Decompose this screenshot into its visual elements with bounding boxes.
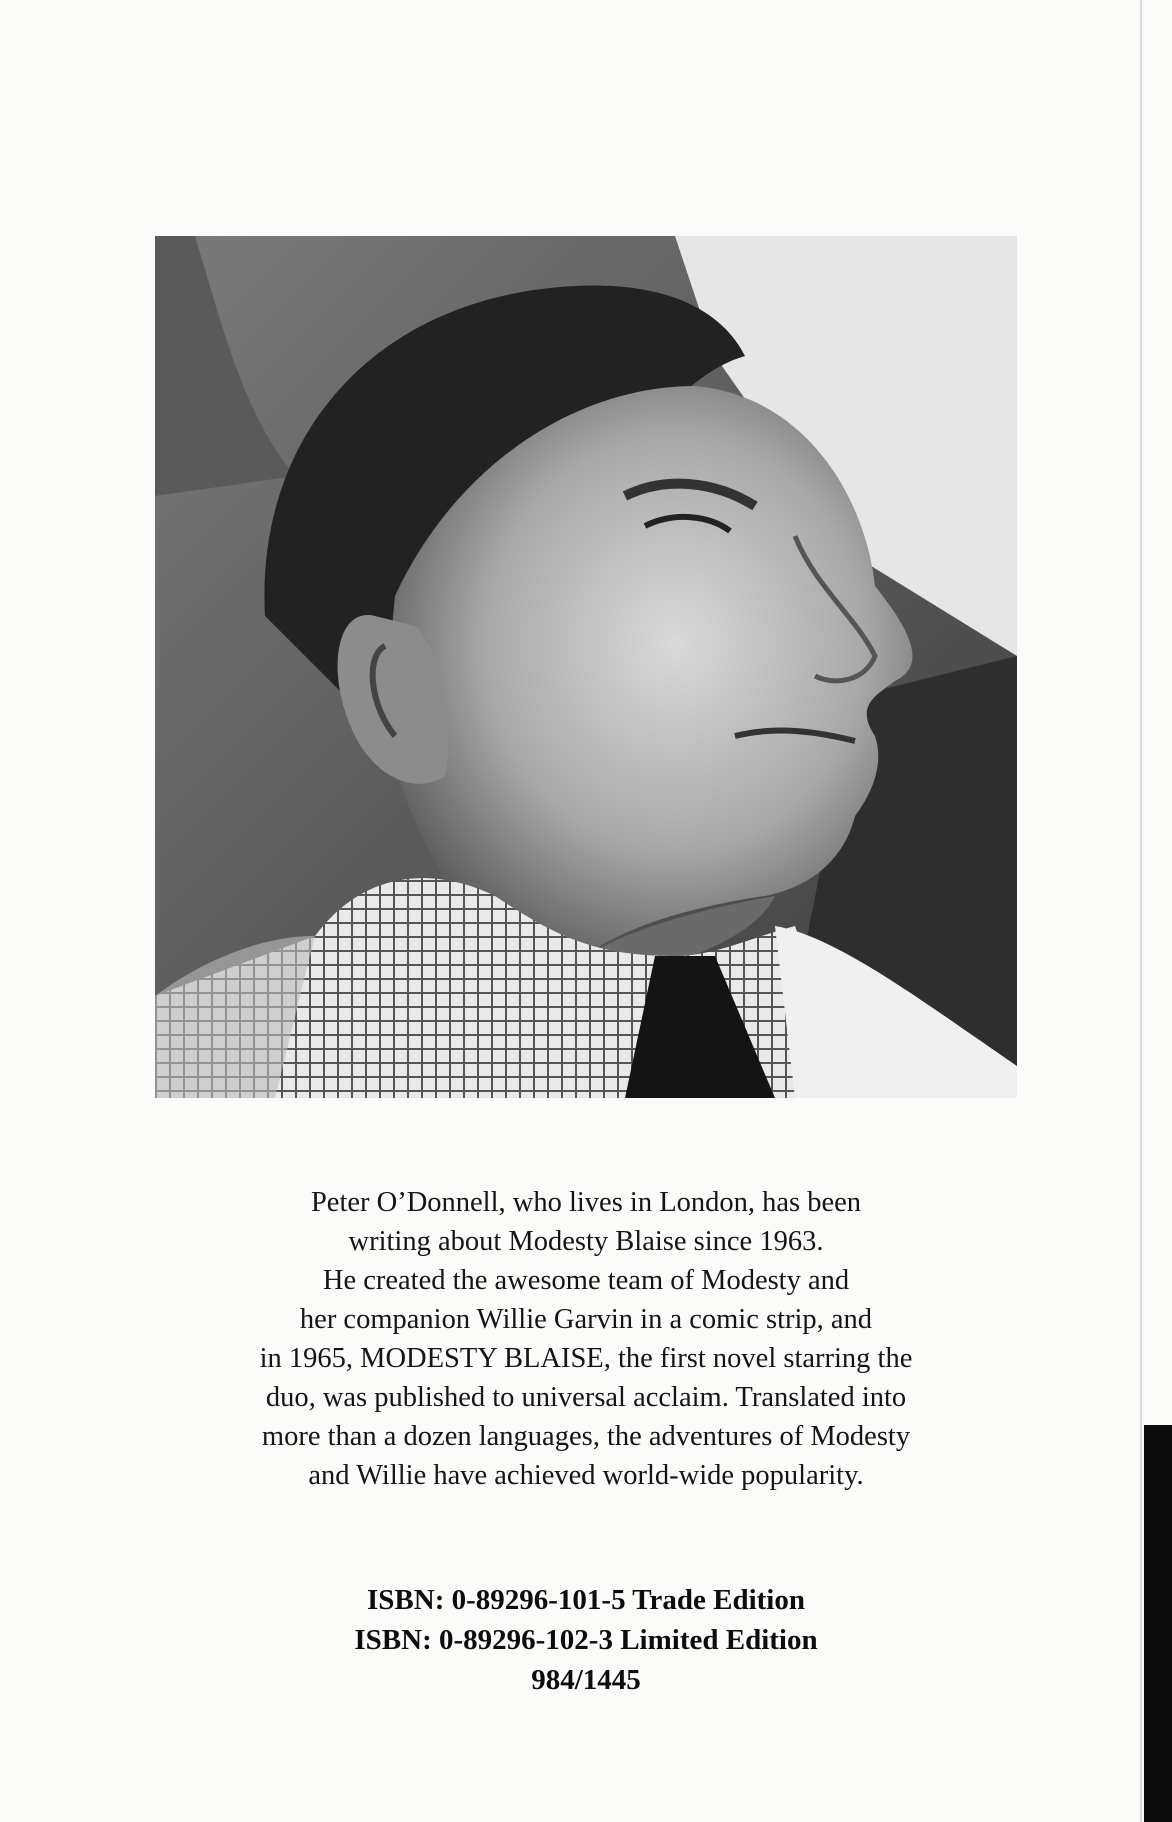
isbn-limited: ISBN: 0-89296-102-3 Limited Edition [354,1624,818,1656]
author-photo [155,236,1017,1098]
isbn-block [186,1580,986,1700]
bio-line: Peter O’Donnell, who lives in London, has been [310,1187,862,1218]
edition-number: 984/1445 [531,1664,641,1696]
cover-edge-line [1140,0,1142,1822]
bio-line: duo, was published to universal acclaim. Translated into [265,1382,907,1413]
bio-line: and Willie have achieved world-wide popularity. [308,1460,864,1491]
isbn-trade: ISBN: 0-89296-101-5 Trade Edition [367,1584,805,1616]
author-bio [186,1183,986,1495]
author-portrait-photo-icon [155,236,1017,1098]
cover-dark-edge [1144,1425,1172,1822]
bio-line: He created the awesome team of Modesty and [322,1265,850,1296]
bio-line: her companion Willie Garvin in a comic strip, and [299,1304,873,1335]
bio-line: in 1965, MODESTY BLAISE, the first novel starring the [259,1343,913,1374]
bio-line: writing about Modesty Blaise since 1963. [348,1226,824,1257]
bio-line: more than a dozen languages, the adventures of Modesty [261,1421,911,1452]
